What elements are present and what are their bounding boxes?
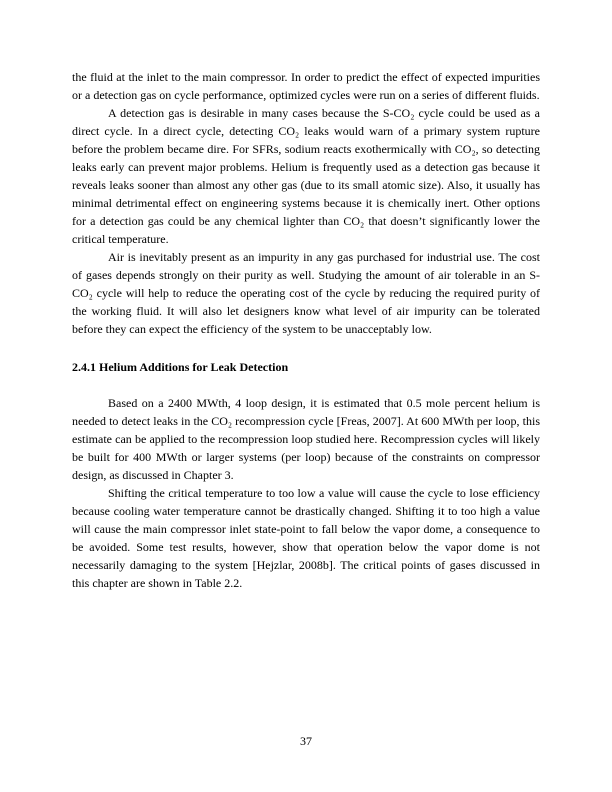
paragraph-air-impurity: Air is inevitably present as an impurity in any gas purchased for industrial use. The cost of gases depends strongly on their purity as well. Studying the amount of air tolerable in an S-CO₂ cycle will help to reduce the operating cost of the cycle by reducing the required purity of the working fluid. It will also let designers know what level of air impurity can be tolerated before they can expect the efficiency of the system to be unacceptably low.	[72, 250, 540, 336]
page-number: 37	[300, 734, 312, 748]
paragraph-detection-gas: A detection gas is desirable in many cases because the S-CO₂ cycle could be used as a direct cycle. In a direct cycle, detecting CO₂ leaks would warn of a primary system rupture before the problem became dire. For SFRs, sodium reacts exothermically with CO₂, so detecting leaks early can prevent major problems. Helium is frequently used as a detection gas because it reveals leaks sooner than almost any other gas (due to its small atomic size). Also, it usually has minimal detrimental effect on engineering systems because it is chemically inert. Other options for a detection gas could be any chemical lighter than CO₂ that doesn’t significantly lower the critical temperature.	[72, 106, 540, 246]
section-heading-helium-additions: 2.4.1 Helium Additions for Leak Detection	[72, 360, 289, 374]
paragraph-continuation: the fluid at the inlet to the main compressor. In order to predict the effect of expected impurities or a detection gas on cycle performance, optimized cycles were run on a series of different fluids.	[72, 70, 540, 102]
paragraph-helium-estimate: Based on a 2400 MWth, 4 loop design, it is estimated that 0.5 mole percent helium is needed to detect leaks in the CO₂ recompression cycle [Freas, 2007]. At 600 MWth per loop, this estimate can be applied to the recompression loop studied here. Recompression cycles will likely be built for 400 MWth or larger systems (per loop) because of the constraints on compressor design, as discussed in Chapter 3.	[72, 396, 540, 482]
paragraph-critical-temperature: Shifting the critical temperature to too low a value will cause the cycle to lose efficiency because cooling water temperature cannot be drastically changed. Shifting it to too high a value will cause the main compressor inlet state-point to fall below the vapor dome, a consequence to be avoided. Some test results, however, show that operation below the vapor dome is not necessarily damaging to the system [Hejzlar, 2008b]. The critical points of gases discussed in this chapter are shown in Table 2.2.	[72, 486, 540, 590]
